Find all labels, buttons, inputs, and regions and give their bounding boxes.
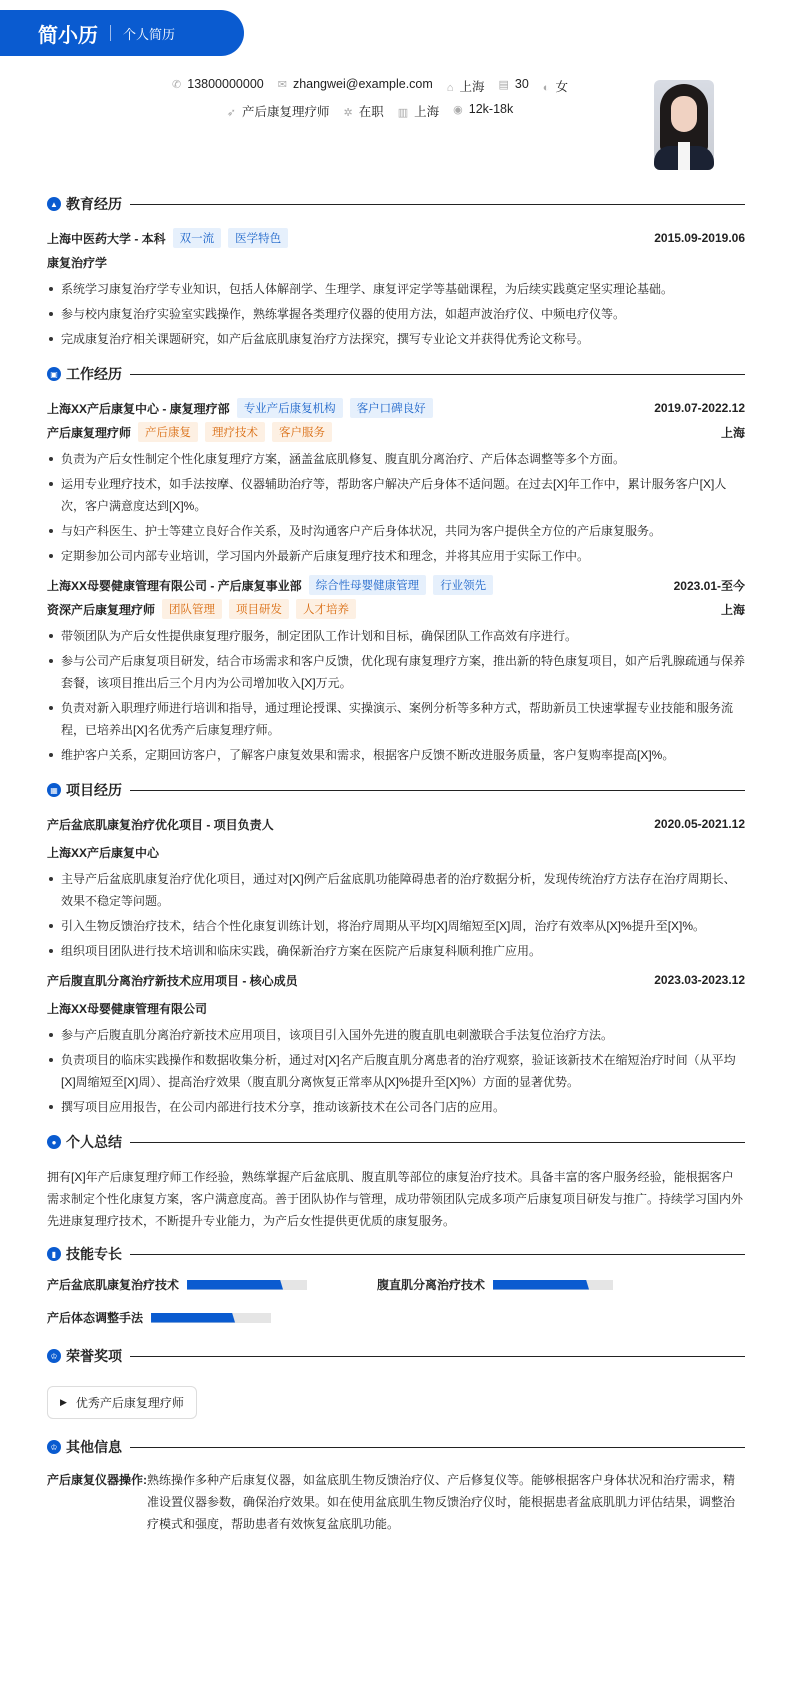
summary-section [47,1132,745,1232]
tag: 医学特色 [228,228,288,248]
bullet-item: 负责为产后女性制定个性化康复理疗方案，涵盖盆底肌修复、腹直肌分离治疗、产后体态调整等多个方面。 [47,448,745,470]
tag: 理疗技术 [205,422,265,442]
award-text: 优秀产后康复理疗师 [75,1396,184,1410]
skills-icon: ▮ [47,1247,61,1261]
date: 2023.01-至今 [673,578,745,593]
home-icon: ⌂ [446,82,454,94]
education-icon: ▲ [47,197,61,211]
skill-bar-fill [151,1313,235,1323]
play-icon: ▶ [60,1397,67,1407]
bullet-list [47,868,745,962]
bullet-item: 定期参加公司内部专业培训，学习国内外最新产后康复理疗技术和理念，并将其应用于实际工作中。 [47,545,745,567]
info-item [498,77,528,95]
skills-section [47,1244,745,1326]
bullet-list [47,448,745,567]
resume-body [47,194,745,1535]
skill-bar [187,1280,307,1290]
divider [130,1142,745,1143]
bullet-item: 撰写项目应用报告，在公司内部进行技术分享，推动该新技术在公司各门店的应用。 [47,1096,745,1118]
award-item [47,1386,197,1419]
honors-header [47,1346,745,1366]
divider [130,374,745,375]
gender-icon: ◐ [542,82,550,94]
skill-bar-fill [493,1280,589,1290]
divider [130,790,745,791]
info-item [172,77,264,95]
avatar-photo [654,80,714,170]
education-header [47,194,745,214]
work-header [47,364,745,384]
divider [130,1356,745,1357]
other-section [47,1437,745,1535]
job-entry [47,573,745,766]
bullet-list [47,278,745,350]
location: 上海 [720,425,745,440]
bullet-item: 完成康复治疗相关课题研究，如产后盆底肌康复治疗方法探究，撰写专业论文并获得优秀论文称号。 [47,328,745,350]
date: 2019.07-2022.12 [654,401,745,415]
bullet-item: 参与产后腹直肌分离治疗新技术应用项目，该项目引入国外先进的腹直肌电刺激联合手法复位治疗方法。 [47,1024,745,1046]
target-icon: ➶ [226,107,236,119]
tag: 团队管理 [162,599,222,619]
date: 2023.03-2023.12 [654,973,745,987]
section-title: 个人总结 [66,1134,122,1150]
section-title: 项目经历 [66,782,122,798]
info-text: 12k-18k [468,102,514,116]
status-icon: ✲ [343,107,353,119]
info-item [543,77,568,95]
tag: 专业产后康复机构 [237,398,343,418]
honors-section [47,1346,745,1437]
projects-icon: ▦ [47,783,61,797]
bullet-item: 运用专业理疗技术，如手法按摩、仪器辅助治疗等，帮助客户解决产后身体不适问题。在过去[X]年工作中，累计服务客户[X]人次，客户满意度达到[X]%。 [47,473,745,517]
bullet-item: 参与校内康复治疗实验室实践操作，熟练掌握各类理疗仪器的使用方法，如超声波治疗仪、中频电疗仪等。 [47,303,745,325]
summary-icon: ● [47,1135,61,1149]
other-label: 产后康复仪器操作: [47,1473,147,1487]
work-icon: ▣ [47,367,61,381]
bullet-item: 主导产后盆底肌康复治疗优化项目，通过对[X]例产后盆底肌功能障碍患者的治疗数据分析，发现传统治疗方法存在治疗周期长、效果不稳定等问题。 [47,868,745,912]
project-entry [47,968,745,1118]
role: 产后康复理疗师 [47,425,132,440]
skill-item [47,1276,377,1293]
bullet-list [47,1024,745,1118]
skills-header [47,1244,745,1264]
bullet-item: 引入生物反馈治疗技术，结合个性化康复训练计划，将治疗周期从平均[X]周缩短至[X]周，治疗有效率从[X]%提升至[X]%。 [47,915,745,937]
skill-item [47,1309,377,1326]
work-section [47,364,745,766]
section-title: 荣誉奖项 [66,1348,122,1364]
section-title: 工作经历 [66,366,122,382]
tag: 客户口碑良好 [350,398,433,418]
info-item [447,77,485,95]
projects-section [47,780,745,1118]
divider [130,1447,745,1448]
honors-icon: ♔ [47,1349,61,1363]
tag: 产后康复 [138,422,198,442]
info-text: 在职 [358,105,384,119]
school: 上海中医药大学 - 本科 [47,231,166,246]
brand-subtitle: 个人简历 [123,26,176,42]
info-text: 产后康复理疗师 [241,105,330,119]
age-icon: ▤ [498,79,509,91]
skill-bar [493,1280,613,1290]
building-icon: ▥ [397,107,409,119]
job-intent-line [40,102,700,120]
info-text: 30 [514,77,529,91]
skill-name: 产后体态调整手法 [47,1311,144,1325]
project-entry [47,812,745,962]
phone-icon: ✆ [172,79,182,91]
section-title: 教育经历 [66,196,122,212]
divider [110,25,111,41]
divider [130,1254,745,1255]
divider [130,204,745,205]
bullet-item: 负责项目的临床实践操作和数据收集分析，通过对[X]名产后腹直肌分离患者的治疗观察，验证该新技术在缩短治疗时间（从平均[X]周缩短至[X]周）、提高治疗效果（腹直肌分离恢复正常率从[X]%提升至[X]%）方面的显著优势。 [47,1049,745,1093]
tag: 行业领先 [433,575,493,595]
skill-bar [151,1313,271,1323]
project-name: 产后盆底肌康复治疗优化项目 - 项目负责人 [47,817,274,832]
education-section [47,194,745,350]
brand-logo: 简小历 [38,24,98,47]
info-item [398,102,439,120]
other-text: 熟练操作多种产后康复仪器，如盆底肌生物反馈治疗仪、产后修复仪等。能够根据客户身体状况和治疗需求，精准设置仪器参数，确保治疗效果。如在使用盆底肌生物反馈治疗仪时，能根据患者盆底肌肌力评估结果，调整治疗模式和强度，帮助患者有效恢复盆底肌功能。 [147,1473,736,1531]
tag: 综合性母婴健康管理 [309,575,427,595]
major: 康复治疗学 [47,255,108,270]
info-text: 女 [555,80,568,94]
job-entry [47,396,745,567]
other-icon: ♔ [47,1440,61,1454]
tag: 双一流 [173,228,222,248]
skill-bar-fill [187,1280,283,1290]
info-item [343,102,383,120]
role: 资深产后康复理疗师 [47,602,156,617]
company: 上海XX母婴健康管理有限公司 - 产后康复事业部 [47,578,302,593]
brand-banner [0,10,244,56]
date: 2020.05-2021.12 [654,817,745,831]
skill-item [377,1276,707,1293]
tag: 人才培养 [296,599,356,619]
bullet-item: 带领团队为产后女性提供康复理疗服务，制定团队工作计划和目标，确保团队工作高效有序进行。 [47,625,745,647]
location: 上海 [720,602,745,617]
info-text: 上海 [459,80,485,94]
contact-info-line [40,77,700,95]
info-text: 13800000000 [187,77,264,91]
mail-icon: ✉ [277,79,287,91]
info-item [453,102,513,120]
company: 上海XX产后康复中心 - 康复理疗部 [47,401,230,416]
info-text: zhangwei@example.com [292,77,433,91]
bullet-item: 系统学习康复治疗学专业知识，包括人体解剖学、生理学、康复评定学等基础课程，为后续实践奠定坚实理论基础。 [47,278,745,300]
bullet-item: 组织项目团队进行技术培训和临床实践，确保新治疗方案在医院产后康复科顺利推广应用。 [47,940,745,962]
tag: 项目研发 [229,599,289,619]
summary-text: 拥有[X]年产后康复理疗师工作经验，熟练掌握产后盆底肌、腹直肌等部位的康复治疗技术。具备丰富的客户服务经验，能根据客户需求制定个性化康复方案，客户满意度高。善于团队协作与管理，成功带领团队完成多项产后康复项目研发与推广。持续学习国内外先进康复理疗技术，不断提升专业能力，为产后女性提供更优质的康复服务。 [47,1170,744,1228]
bullet-item: 负责对新入职理疗师进行培训和指导，通过理论授课、实操演示、案例分析等多种方式，帮助新员工快速掌握专业技能和服务流程，已培养出[X]名优秀产后康复理疗师。 [47,697,745,741]
section-title: 技能专长 [66,1246,122,1262]
info-item [278,77,433,95]
other-header [47,1437,745,1457]
project-name: 产后腹直肌分离治疗新技术应用项目 - 核心成员 [47,973,298,988]
projects-header [47,780,745,800]
info-text: 上海 [414,105,440,119]
section-title: 其他信息 [66,1439,122,1455]
tag: 客户服务 [272,422,332,442]
project-org: 上海XX母婴健康管理有限公司 [47,1001,208,1016]
bullet-item: 参与公司产后康复项目研发，结合市场需求和客户反馈，优化现有康复理疗方案，推出新的特色康复项目，如产后乳腺疏通与保养套餐，该项目推出后三个月内为公司增加收入[X]万元。 [47,650,745,694]
bullet-item: 维护客户关系，定期回访客户，了解客户康复效果和需求，根据客户反馈不断改进服务质量，客户复购率提高[X]%。 [47,744,745,766]
project-org: 上海XX产后康复中心 [47,845,160,860]
bullet-list [47,625,745,766]
bullet-item: 与妇产科医生、护士等建立良好合作关系，及时沟通客户产后身体状况，共同为客户提供全方位的产后康复服务。 [47,520,745,542]
salary-icon: ◉ [453,104,463,116]
summary-header [47,1132,745,1152]
skill-name: 腹直肌分离治疗技术 [377,1278,486,1292]
skill-name: 产后盆底肌康复治疗技术 [47,1278,180,1292]
info-item [227,102,330,120]
date: 2015.09-2019.06 [654,231,745,245]
